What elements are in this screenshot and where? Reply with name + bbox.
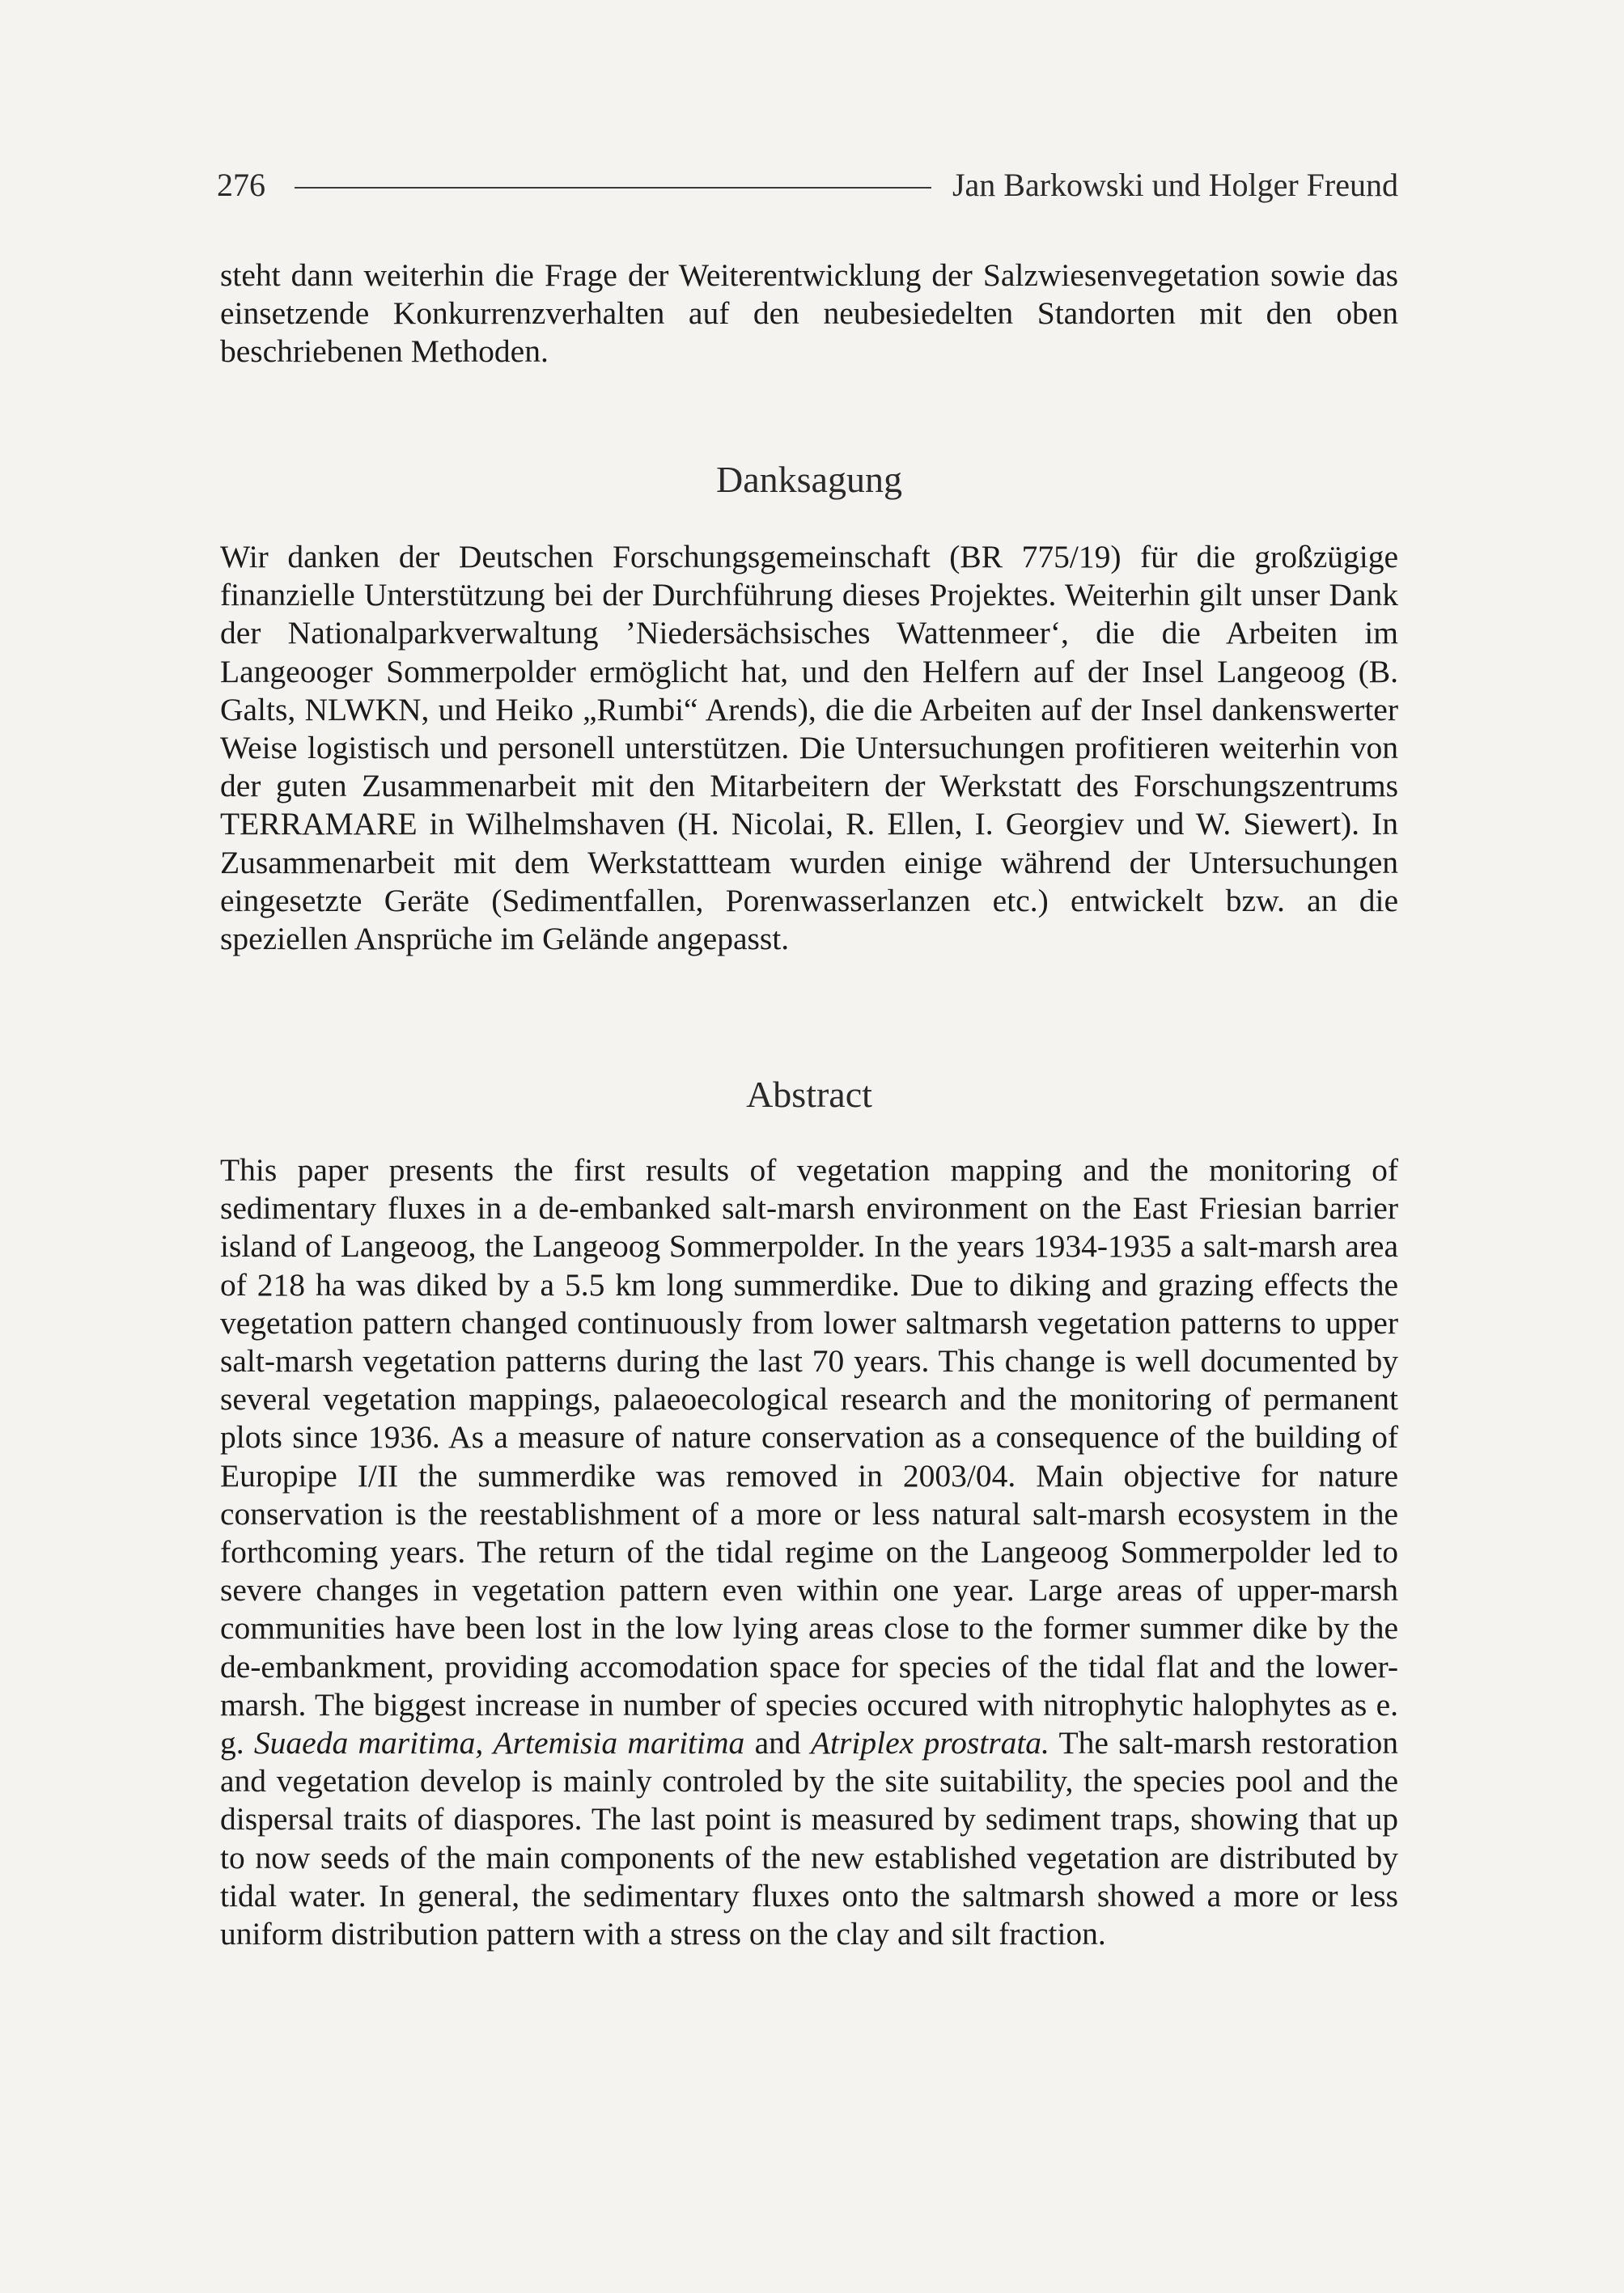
abstract-paragraph (220, 1151, 1398, 1953)
page-number: 276 (217, 166, 265, 203)
intro-paragraph (220, 256, 1398, 371)
species-connector: and (754, 1725, 801, 1761)
abstract-text-part1: This paper presents the first results of vegetation mapping and the monitoring of sedimentary fluxes in a de-embanked salt-marsh environment on the East Friesian barrier island of Langeoog, the Langeoog Sommerpolder. In the years 1934-1935 a salt-marsh area of 218 ha was diked by a 5.5 km long summerdike. Due to diking and grazing effects the vegetation pattern changed continuously from lower saltmarsh vegetation patterns to upper salt-marsh vegetation patterns during the last 70 years. This change is well documented by several vegetation mappings, palaeoecological research and the monitoring of permanent plots since 1936. As a measure of nature conservation as a consequence of the building of Europipe I/II the summerdike was removed in 2003/04. Main objective for nature conservation is the reestablishment of a more or less natural salt-marsh ecosystem in the forthcoming years. The return of the tidal regime on the Langeoog Sommerpolder led to severe changes in vegetation pattern even within one year. Large areas of upper-marsh communities have been lost in the low lying areas close to the former summer dike by the de-embankment, providing accomodation space for species of the tidal flat and the lower-marsh. The biggest increase in number of species occured with nitrophytic halophytes as e. g. (220, 1152, 1398, 1761)
danksagung-text: Wir danken der Deutschen Forschungsgemeinschaft (BR 775/19) für die großzügige finanzielle Unterstützung bei der Durchführung dieses Projektes. Weiterhin gilt unser Dank der Nationalparkverwaltung ’Niedersächsisches Wattenmeer‘, die die Arbeiten im Langeooger Sommerpolder ermöglicht hat, und den Helfern auf der Insel Langeoog (B. Galts, NLWKN, und Heiko „Rumbi“ Arends), die die Arbeiten auf der Insel dankenswerter Weise logistisch und personell unterstützen. Die Untersuchungen profitieren weiterhin von der guten Zusammenarbeit mit den Mitarbeitern der Werkstatt des Forschungszentrums TERRAMARE in Wilhelmshaven (H. Nicolai, R. Ellen, I. Georgiev und W. Siewert). In Zusammenarbeit mit dem Werkstattteam wurden einige während der Untersuchungen eingesetzte Geräte (Sedimentfallen, Porenwasserlanzen etc.) entwickelt bzw. an die speziellen Ansprüche im Gelände angepasst. (220, 539, 1398, 957)
intro-text: steht dann weiterhin die Frage der Weiterentwicklung der Salzwiesenvegetation sowie das einsetzende Konkurrenzverhalten auf den neubesiedelten Standorten mit den oben beschriebenen Methoden. (220, 257, 1398, 370)
abstract-text (220, 1151, 1398, 1953)
running-head (217, 160, 1398, 209)
species-atriplex: Atriplex prostrata. (810, 1725, 1049, 1761)
species-suaeda: Suaeda maritima, (253, 1725, 484, 1761)
species-artemisia: Artemisia maritima (493, 1725, 745, 1761)
danksagung-heading: Danksagung (716, 459, 902, 500)
abstract-heading: Abstract (746, 1074, 872, 1115)
header-rule (295, 187, 931, 189)
running-head-authors: Jan Barkowski und Holger Freund (952, 166, 1398, 203)
abstract-text-part2: The salt-marsh restoration and vegetation develop is mainly controled by the site suitability, the species pool and the dispersal traits of diaspores. The last point is measured by sediment traps, showing that up to now seeds of the main components of the new established vegetation are distributed by tidal water. In general, the sedimentary fluxes onto the saltmarsh showed a more or less uniform distribution pattern with a stress on the clay and silt fraction. (220, 1725, 1398, 1952)
danksagung-paragraph (220, 538, 1398, 958)
